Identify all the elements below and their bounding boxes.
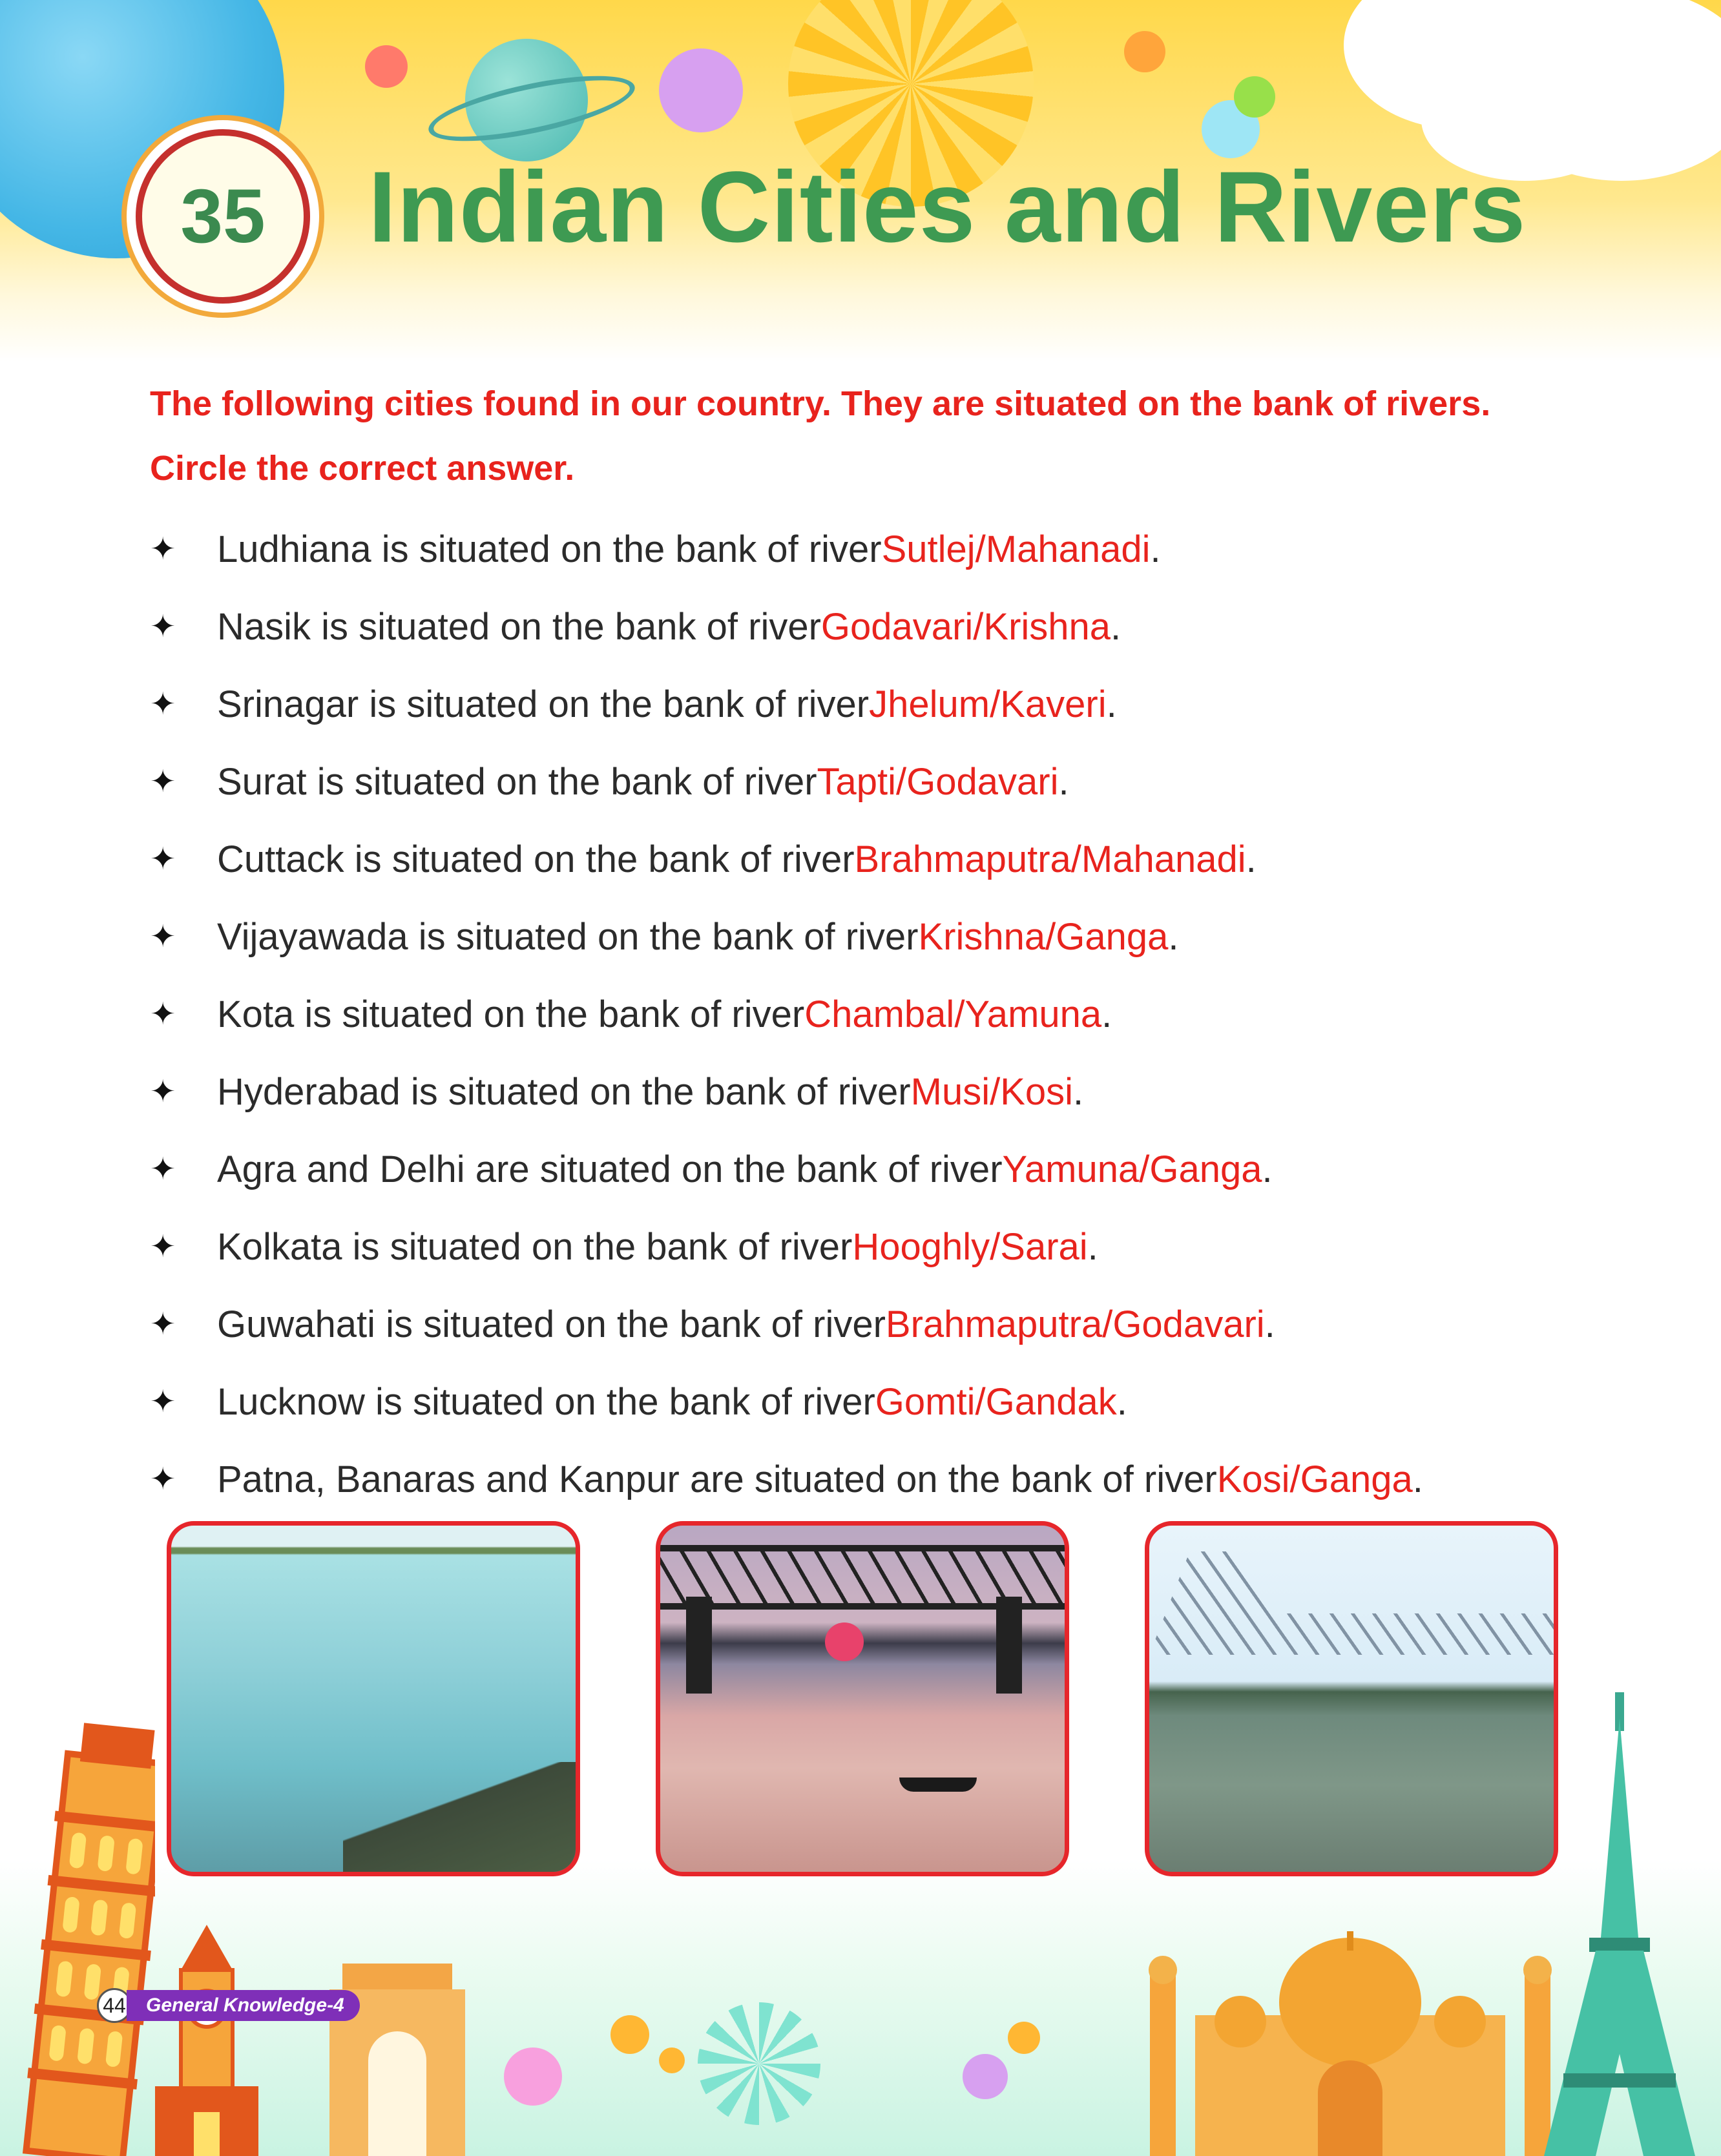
answer-options[interactable]: Musi/Kosi <box>910 1070 1074 1113</box>
answer-options[interactable]: Yamuna/Ganga <box>1002 1148 1262 1190</box>
star-bullet-icon: ✦ <box>150 1230 176 1264</box>
river-photo-1 <box>167 1521 580 1876</box>
page-title: Indian Cities and Rivers <box>368 151 1527 264</box>
star-bullet-icon: ✦ <box>150 997 176 1031</box>
question-text: Guwahati is situated on the bank of river <box>217 1303 886 1345</box>
list-item <box>150 898 1649 975</box>
question-end: . <box>1087 1225 1098 1268</box>
question-end: . <box>1101 993 1112 1035</box>
star-bullet-icon: ✦ <box>150 1075 176 1109</box>
clock-tower-illustration <box>142 1925 271 2156</box>
star-bullet-icon: ✦ <box>150 687 176 721</box>
page-number: 44 <box>97 1988 132 2023</box>
list-item <box>150 1440 1649 1518</box>
star-bullet-icon: ✦ <box>150 765 176 799</box>
river-photo-2 <box>656 1521 1069 1876</box>
decor-dot <box>659 2047 685 2073</box>
list-item <box>150 1363 1649 1440</box>
question-text: Hyderabad is situated on the bank of river <box>217 1070 911 1113</box>
question-text: Nasik is situated on the bank of river <box>217 605 821 648</box>
question-text: Kota is situated on the bank of river <box>217 993 805 1035</box>
flower-decoration <box>698 2002 820 2125</box>
star-bullet-icon: ✦ <box>150 610 176 644</box>
river-photo-3 <box>1145 1521 1558 1876</box>
question-end: . <box>1168 915 1179 958</box>
question-list <box>150 510 1649 1518</box>
answer-options[interactable]: Brahmaputra/Mahanadi <box>854 838 1246 880</box>
decor-dot <box>610 2015 649 2054</box>
bridge-pillar <box>996 1597 1022 1694</box>
list-item <box>150 1053 1649 1130</box>
question-end: . <box>1262 1148 1273 1190</box>
boat-shape <box>899 1778 977 1792</box>
question-text: Agra and Delhi are situated on the bank of river <box>217 1148 1003 1190</box>
riverbank-shape <box>343 1762 576 1872</box>
list-item <box>150 820 1649 898</box>
question-text: Srinagar is situated on the bank of river <box>217 683 870 725</box>
list-item <box>150 665 1649 743</box>
decor-dot <box>504 2047 562 2106</box>
question-end: . <box>1111 605 1121 648</box>
footer-page-tag <box>97 1988 360 2023</box>
star-bullet-icon: ✦ <box>150 1152 176 1187</box>
instructions-line-1: The following cities found in our country. They are situated on the bank of rivers. <box>150 384 1491 423</box>
star-bullet-icon: ✦ <box>150 842 176 876</box>
question-text: Patna, Banaras and Kanpur are situated on the bank of river <box>217 1458 1217 1500</box>
decor-dot <box>963 2054 1008 2099</box>
star-bullet-icon: ✦ <box>150 1462 176 1497</box>
list-item <box>150 510 1649 588</box>
setting-sun-shape <box>825 1622 864 1661</box>
answer-options[interactable]: Sutlej/Mahanadi <box>881 528 1151 570</box>
answer-options[interactable]: Godavari/Krishna <box>820 605 1111 648</box>
answer-options[interactable]: Kosi/Ganga <box>1216 1458 1413 1500</box>
chapter-number: 35 <box>180 174 266 259</box>
decor-dot <box>659 48 743 132</box>
decor-dot <box>365 45 408 88</box>
question-text: Vijayawada is situated on the bank of river <box>217 915 919 958</box>
question-text: Kolkata is situated on the bank of river <box>217 1225 853 1268</box>
leaning-tower-illustration <box>0 1718 155 2156</box>
answer-options[interactable]: Brahmaputra/Godavari <box>885 1303 1265 1345</box>
answer-options[interactable]: Krishna/Ganga <box>918 915 1169 958</box>
star-bullet-icon: ✦ <box>150 1385 176 1419</box>
list-item <box>150 1285 1649 1363</box>
decor-dot <box>1124 31 1165 72</box>
star-bullet-icon: ✦ <box>150 532 176 566</box>
answer-options[interactable]: Tapti/Godavari <box>817 760 1059 803</box>
question-text: Cuttack is situated on the bank of river <box>217 838 855 880</box>
decor-dot <box>1008 2022 1040 2054</box>
list-item <box>150 588 1649 665</box>
book-title: General Knowledge-4 <box>127 1990 360 2021</box>
star-bullet-icon: ✦ <box>150 920 176 954</box>
question-end: . <box>1058 760 1069 803</box>
bridge-pillar <box>686 1597 712 1694</box>
list-item <box>150 1130 1649 1208</box>
question-end: . <box>1073 1070 1084 1113</box>
instructions <box>150 371 1603 501</box>
star-bullet-icon: ✦ <box>150 1307 176 1342</box>
question-end: . <box>1246 838 1257 880</box>
question-text: Surat is situated on the bank of river <box>217 760 817 803</box>
decor-dot <box>1234 76 1275 118</box>
taj-mahal-illustration <box>1137 1931 1563 2156</box>
list-item <box>150 975 1649 1053</box>
howrah-bridge-shape <box>1149 1551 1554 1655</box>
question-end: . <box>1264 1303 1275 1345</box>
eiffel-tower-illustration <box>1525 1692 1721 2156</box>
answer-options[interactable]: Jhelum/Kaveri <box>869 683 1107 725</box>
question-text: Ludhiana is situated on the bank of river <box>217 528 882 570</box>
question-end: . <box>1106 683 1117 725</box>
answer-options[interactable]: Hooghly/Sarai <box>852 1225 1088 1268</box>
question-text: Lucknow is situated on the bank of river <box>217 1380 875 1423</box>
list-item <box>150 743 1649 820</box>
question-end: . <box>1412 1458 1423 1500</box>
question-end: . <box>1116 1380 1127 1423</box>
instructions-line-2: Circle the correct answer. <box>150 449 575 488</box>
chapter-badge <box>136 129 310 304</box>
answer-options[interactable]: Gomti/Gandak <box>875 1380 1117 1423</box>
list-item <box>150 1208 1649 1285</box>
question-end: . <box>1150 528 1161 570</box>
answer-options[interactable]: Chambal/Yamuna <box>804 993 1102 1035</box>
